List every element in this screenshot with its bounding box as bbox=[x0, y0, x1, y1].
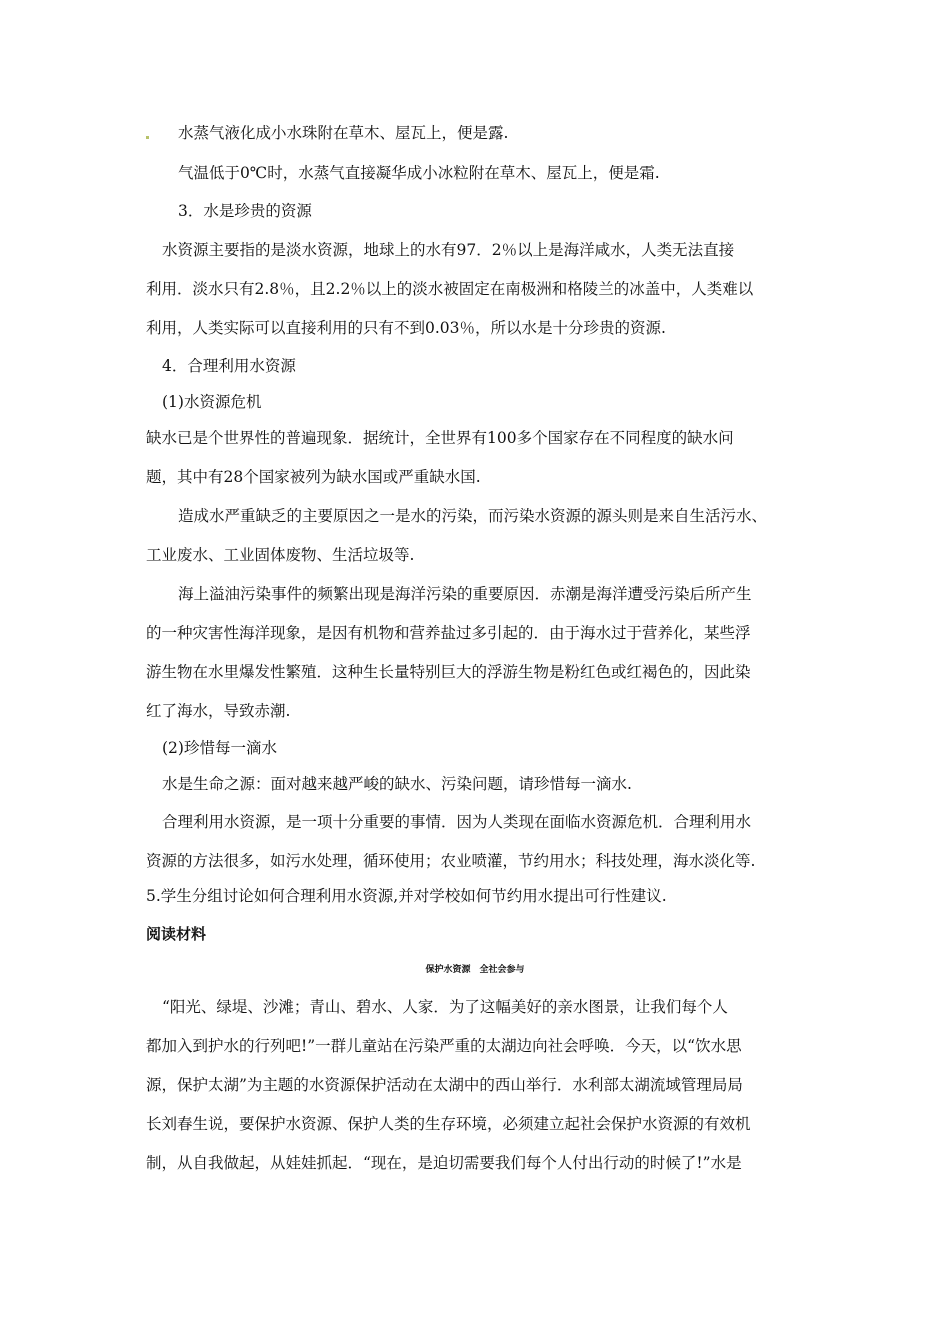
text-line-2: 气温低于0℃时，水蒸气直接凝华成小冰粒附在草木、屋瓦上，便是霜. bbox=[178, 164, 660, 182]
text-line-14: 的一种灾害性海洋现象，是因有机物和营养盐过多引起的．由于海水过于营养化，某些浮 bbox=[146, 624, 751, 642]
text-line-15: 游生物在水里爆发性繁殖．这种生长量特别巨大的浮游生物是粉红色或红褐色的，因此染 bbox=[146, 663, 751, 681]
text-line-19: 合理利用水资源，是一项十分重要的事情．因为人类现在面临水资源危机．合理利用水 bbox=[162, 813, 752, 831]
text-line-5: 利用．淡水只有2.8％，且2.2％以上的淡水被固定在南极洲和格陵兰的冰盖中，人类难以 bbox=[146, 280, 754, 298]
reading-title: 保护水资源 全社会参与 bbox=[425, 965, 525, 975]
text-line-4: 水资源主要指的是淡水资源，地球上的水有97．2％以上是海洋咸水，人类无法直接 bbox=[162, 241, 735, 259]
reading-line-1: “阳光、绿堤、沙滩；青山、碧水、人家．为了这幅美好的亲水图景，让我们每个人 bbox=[162, 998, 728, 1016]
text-line-1: 水蒸气液化成小水珠附在草木、屋瓦上，便是露. bbox=[178, 124, 509, 142]
reading-line-4: 长刘春生说，要保护水资源、保护人类的生存环境，必须建立起社会保护水资源的有效机 bbox=[146, 1115, 751, 1133]
reading-line-3: 源，保护太湖”为主题的水资源保护活动在太湖中的西山举行．水利部太湖流域管理局局 bbox=[146, 1076, 743, 1094]
reading-line-2: 都加入到护水的行列吧!”一群儿童站在污染严重的太湖边向社会呼唤．今天，以“饮水思 bbox=[146, 1037, 742, 1055]
reading-heading: 阅读材料 bbox=[146, 925, 207, 943]
text-line-10: 题，其中有28个国家被列为缺水国或严重缺水国. bbox=[146, 468, 481, 486]
text-line-9: 缺水已是个世界性的普遍现象．据统计，全世界有100多个国家存在不同程度的缺水问 bbox=[146, 429, 734, 447]
section-heading-4: 4．合理利用水资源 bbox=[162, 357, 296, 375]
text-line-12: 工业废水、工业固体废物、生活垃圾等. bbox=[146, 546, 415, 564]
text-line-6: 利用，人类实际可以直接利用的只有不到0.03％，所以水是十分珍贵的资源. bbox=[146, 319, 666, 337]
reading-line-5: 制，从自我做起，从娃娃抓起．“现在，是迫切需要我们每个人付出行动的时候了!”水是 bbox=[146, 1154, 742, 1172]
text-line-16: 红了海水，导致赤潮. bbox=[146, 702, 291, 720]
subsection-heading-1: (1)水资源危机 bbox=[162, 393, 262, 411]
text-line-21: 5.学生分组讨论如何合理利用水资源,并对学校如何节约用水提出可行性建议. bbox=[146, 887, 667, 905]
text-line-20: 资源的方法很多，如污水处理，循环使用；农业喷灌，节约用水；科技处理，海水淡化等. bbox=[146, 852, 756, 870]
text-line-11: 造成水严重缺乏的主要原因之一是水的污染，而污染水资源的源头则是来自生活污水、 bbox=[178, 507, 768, 525]
text-line-13: 海上溢油污染事件的频繁出现是海洋污染的重要原因．赤潮是海洋遭受污染后所产生 bbox=[178, 585, 752, 603]
section-heading-3: 3．水是珍贵的资源 bbox=[178, 202, 312, 220]
text-line-18: 水是生命之源：面对越来越严峻的缺水、污染问题，请珍惜每一滴水. bbox=[162, 775, 632, 793]
subsection-heading-2: (2)珍惜每一滴水 bbox=[162, 739, 277, 757]
mark-dot bbox=[146, 136, 149, 139]
